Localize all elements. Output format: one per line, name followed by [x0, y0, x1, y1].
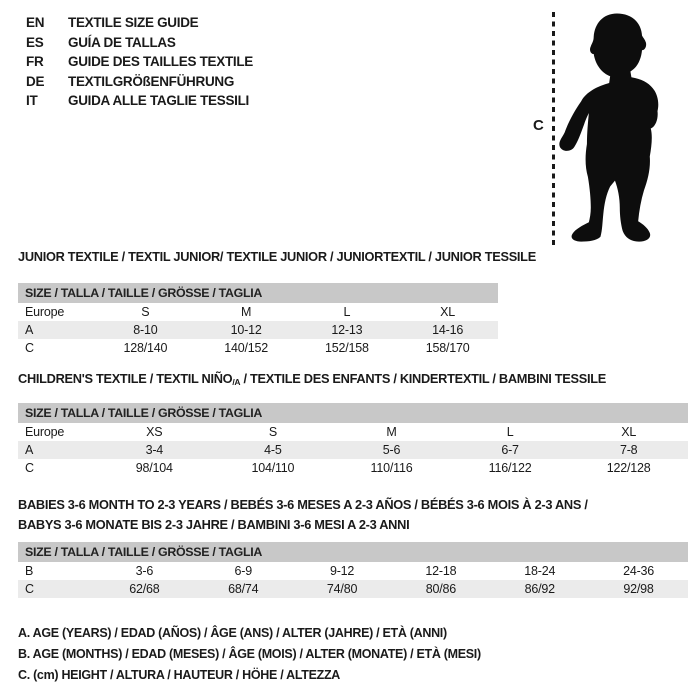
table-row [18, 423, 688, 441]
table-cell: 110/116 [370, 461, 413, 475]
language-code: IT [26, 93, 38, 109]
table-row [18, 339, 498, 357]
table-cell: XS [146, 425, 163, 439]
list-item [26, 33, 253, 53]
table-cell: 4-5 [264, 443, 282, 457]
table-cell: 62/68 [129, 582, 160, 596]
list-item [26, 72, 253, 92]
table-cell: 92/98 [623, 582, 654, 596]
size-header-band: SIZE / TALLA / TAILLE / GRÖSSE / TAGLIA [18, 542, 688, 562]
table-cell: 140/152 [224, 341, 269, 355]
row-label: B [25, 564, 34, 578]
babies-table-title [18, 495, 588, 535]
table-cell: 128/140 [123, 341, 168, 355]
title-line-2: BABYS 3-6 MONATE BIS 2-3 JAHRE / BAMBINI 3-6 MESI A 2-3 ANNI [18, 517, 410, 532]
table-cell: 3-4 [145, 443, 164, 457]
table-cell: 74/80 [326, 582, 358, 596]
table-cell: M [386, 425, 397, 439]
table-cell: 5-6 [382, 443, 401, 457]
guide-title: GUÍA DE TALLAS [68, 34, 176, 50]
table-cell: L [343, 305, 351, 319]
children-table-title [18, 371, 606, 387]
row-label: Europe [25, 305, 65, 319]
height-measure-dashed-line [552, 12, 555, 248]
language-code: FR [26, 54, 44, 70]
table-cell: 6-7 [501, 443, 519, 457]
junior-table-title: JUNIOR TEXTILE / TEXTIL JUNIOR/ TEXTILE JUNIOR / JUNIORTEXTIL / JUNIOR TESSILE [18, 249, 536, 264]
table-cell: 122/128 [606, 461, 651, 475]
language-code: ES [26, 34, 44, 50]
height-measure-label: C [533, 117, 544, 134]
junior-size-table [18, 283, 498, 357]
legend-line-c: C. (cm) HEIGHT / ALTURA / HAUTEUR / HÖHE / ALTEZZA [18, 668, 341, 682]
table-cell: 116/122 [488, 461, 532, 475]
table-cell: S [268, 425, 277, 439]
legend-line-a: A. AGE (YEARS) / EDAD (AÑOS) / ÂGE (ANS) / ALTER (JAHRE) / ETÀ (ANNI) [18, 626, 447, 640]
guide-title: GUIDA ALLE TAGLIE TESSILI [68, 93, 249, 109]
row-label: Europe [25, 425, 65, 439]
table-cell: M [241, 305, 252, 319]
list-item [26, 13, 253, 33]
babies-size-table [18, 542, 688, 598]
row-label: A [25, 323, 34, 337]
row-label: C [25, 341, 34, 355]
toddler-silhouette-icon [556, 6, 672, 250]
table-cell: 12-18 [425, 564, 457, 578]
list-item [26, 52, 253, 72]
language-code: DE [26, 73, 45, 89]
title-text: / TEXTILE DES ENFANTS / KINDERTEXTIL / BAMBINI TESSILE [240, 371, 607, 386]
language-title-list [26, 13, 253, 111]
measurement-legend [18, 626, 481, 689]
table-cell: 86/92 [524, 582, 555, 596]
table-row [18, 562, 688, 580]
table-cell: S [141, 305, 150, 319]
table-cell: 14-16 [432, 323, 464, 337]
table-row [18, 580, 688, 598]
table-cell: 104/110 [251, 461, 295, 475]
table-cell: XL [621, 425, 637, 439]
list-item [26, 91, 253, 111]
table-cell: 9-12 [329, 564, 355, 578]
table-cell: 10-12 [230, 323, 262, 337]
table-row [18, 459, 688, 477]
table-cell: 6-9 [234, 564, 252, 578]
table-cell: 24-36 [623, 564, 655, 578]
table-row [18, 441, 688, 459]
row-label: A [25, 443, 34, 457]
table-row [18, 303, 498, 321]
table-cell: L [506, 425, 514, 439]
table-cell: 152/158 [324, 341, 369, 355]
table-row [18, 321, 498, 339]
title-line-1: BABIES 3-6 MONTH TO 2-3 YEARS / BEBÉS 3-6 MESES A 2-3 AÑOS / BÉBÉS 3-6 MOIS À 2-3 ANS / [18, 497, 588, 512]
row-label: C [25, 461, 34, 475]
table-cell: 8-10 [133, 323, 158, 337]
guide-title: TEXTILGRÖßENFÜHRUNG [68, 73, 235, 89]
language-code: EN [26, 15, 45, 31]
legend-line-b: B. AGE (MONTHS) / EDAD (MESES) / ÂGE (MOIS) / ALTER (MONATE) / ETÀ (MESI) [18, 647, 481, 661]
table-cell: 18-24 [524, 564, 556, 578]
table-cell: 12-13 [331, 323, 363, 337]
size-header-band: SIZE / TALLA / TAILLE / GRÖSSE / TAGLIA [18, 283, 498, 303]
row-label: C [25, 582, 34, 596]
table-cell: 98/104 [135, 461, 173, 475]
children-size-table [18, 403, 688, 477]
table-cell: 7-8 [619, 443, 638, 457]
table-cell: 158/170 [425, 341, 470, 355]
title-subscript: /A [232, 377, 241, 387]
table-cell: 80/86 [425, 582, 457, 596]
table-cell: XL [440, 305, 456, 319]
table-cell: 68/74 [228, 582, 259, 596]
size-header-band: SIZE / TALLA / TAILLE / GRÖSSE / TAGLIA [18, 403, 688, 423]
guide-title: GUIDE DES TAILLES TEXTILE [68, 54, 254, 70]
title-text: CHILDREN'S TEXTILE / TEXTIL NIÑO [18, 371, 233, 386]
table-cell: 3-6 [135, 564, 154, 578]
guide-title: TEXTILE SIZE GUIDE [68, 15, 199, 31]
